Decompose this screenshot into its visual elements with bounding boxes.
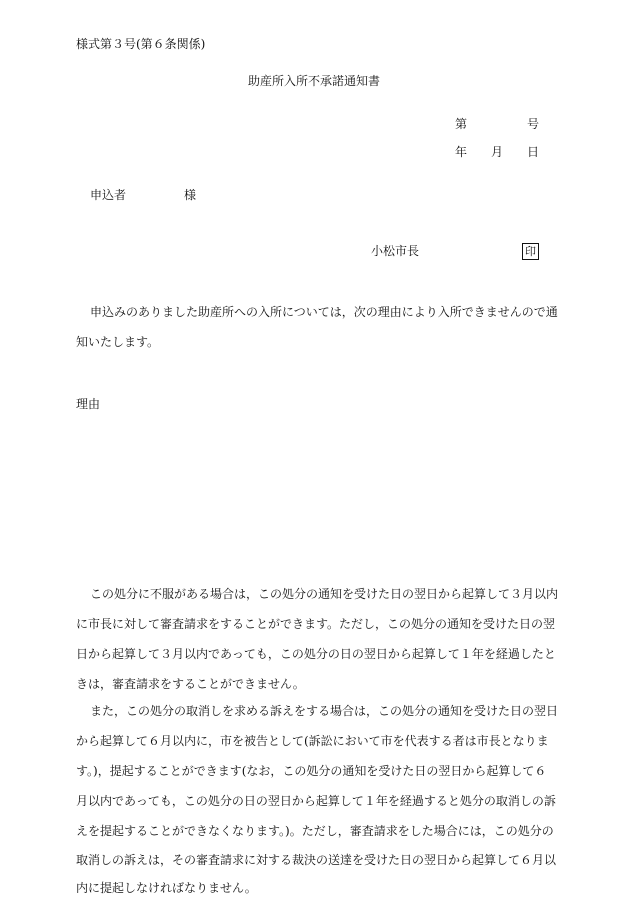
sender-name: 小松市長 [371,244,420,258]
document-title: 助産所入所不承諾通知書 [248,74,381,88]
form-number: 様式第３号(第６条関係) [76,37,206,51]
notice-line: 申込みのありました助産所への入所については，次の理由により入所できませんので通 [90,305,558,319]
appeal-line: 内に提起しなければなりません。 [76,881,257,895]
appeal-line: この処分に不服がある場合は，この処分の通知を受けた日の翌日から起算して３月以内 [90,587,559,601]
seal-mark: 印 [522,243,539,260]
date-month: 月 [491,145,504,159]
appeal-line: きは，審査請求をすることができません。 [76,677,305,691]
appeal-line: えを提起することができなくなります。)。ただし，審査請求をした場合には，この処分の [76,824,554,838]
doc-number-prefix: 第 [455,117,468,131]
date-day: 日 [527,145,540,159]
appeal-line: す。)，提起することができます(なお，この処分の通知を受けた日の翌日から起算して６ [76,764,547,778]
appeal-line: から起算して６月以内に，市を被告として(訴訟において市を代表する者は市長となりま [76,734,549,748]
date-year: 年 [455,145,468,159]
appeal-line: 取消しの訴えは，その審査請求に対する裁決の送達を受けた日の翌日から起算して６月以 [76,853,557,867]
notice-line: 知いたします。 [76,335,160,349]
reason-area [76,420,556,570]
addressee-label: 申込者 [90,188,127,202]
reason-label: 理由 [76,397,101,411]
appeal-line: に市長に対して審査請求をすることができます。ただし，この処分の通知を受けた日の翌 [76,617,556,631]
doc-number-suffix: 号 [527,117,540,131]
appeal-line: また，この処分の取消しを求める訴えをする場合は，この処分の通知を受けた日の翌日 [90,704,559,718]
addressee-honorific: 様 [184,188,197,202]
appeal-line: 月以内であっても，この処分の日の翌日から起算して１年を経過すると処分の取消しの訴 [76,794,556,808]
appeal-line: 日から起算して３月以内であっても，この処分の日の翌日から起算して１年を経過したと [76,647,556,661]
